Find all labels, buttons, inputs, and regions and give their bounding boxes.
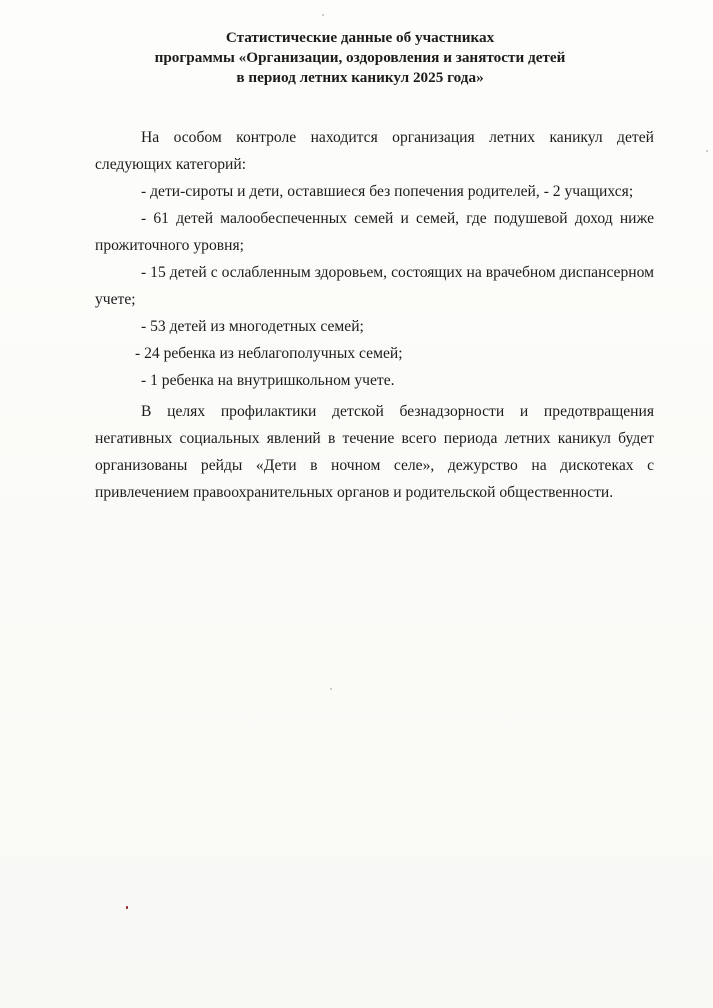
scan-speck-top xyxy=(322,14,324,16)
title-line-3: в период летних каникул 2025 года» xyxy=(236,69,484,86)
list-item-orphans: - дети-сироты и дети, оставшиеся без попечения родителей, - 2 учащихся; xyxy=(141,183,634,200)
title-line-1: Статистические данные об участниках xyxy=(225,29,495,46)
scan-speck-mid xyxy=(330,688,332,690)
list-item-school-register: - 1 ребенка на внутришкольном учете. xyxy=(141,372,395,389)
ink-mark-bottom xyxy=(126,906,128,909)
list-item-large-families: - 53 детей из многодетных семей; xyxy=(141,318,364,335)
closing-paragraph: В целях профилактики детской безнадзорности и предотвращения негативных социальных явлений в течение всего периода летних каникул будет организованы рейды «Дети в ночном селе», дежурство на дискотеках с привлечением правоохранительных органов и родительской общественности. xyxy=(95,403,654,501)
list-item-health: - 15 детей с ослабленным здоровьем, состоящих на врачебном диспансерном учете; xyxy=(95,264,654,308)
intro-paragraph: На особом контроле находится организация летних каникул детей следующих категорий: xyxy=(95,129,654,173)
title-line-2: программы «Организации, оздоровления и занятости детей xyxy=(154,49,566,66)
list-item-dysfunctional: - 24 ребенка из неблагополучных семей; xyxy=(135,345,403,362)
document-body xyxy=(95,124,654,506)
scan-speck-right xyxy=(706,150,708,152)
document-title xyxy=(90,28,630,88)
list-item-low-income: - 61 детей малообеспеченных семей и семей, где подушевой доход ниже прожиточного уровня; xyxy=(95,210,654,254)
